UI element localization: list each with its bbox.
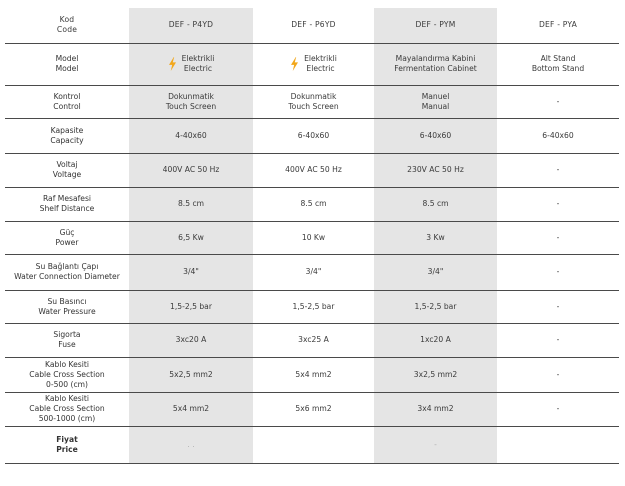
spec-value-cell [374,187,497,221]
spec-value-line: Dokunmatik [290,91,337,101]
spec-value-line: 6-40x60 [419,130,452,140]
model-code-header: DEF - PYA [497,8,619,43]
spec-row [5,323,619,357]
row-label-line: 0-500 (cm) [46,379,88,389]
spec-value-cell [129,85,253,118]
spec-value-cell [374,221,497,254]
spec-value-cell [129,221,253,254]
row-label [5,85,129,118]
spec-table [5,8,619,464]
spec-value-line: 3 Kw [426,232,445,242]
row-label [5,323,129,357]
row-label [5,392,129,426]
model-code-header: DEF - P6YD [253,8,374,43]
model-type-text [304,54,337,74]
spec-value-cell [129,392,253,426]
spec-value-cell [253,254,374,290]
row-label-line: Voltaj [56,160,78,169]
spec-row [5,426,619,463]
spec-value-line: 8.5 cm [177,199,205,208]
spec-value-line: Fermentation Cabinet [394,64,477,73]
row-label [5,221,129,254]
spec-value-cell [253,43,374,85]
spec-value-cell [374,118,497,153]
spec-value-line: 1,5-2,5 bar [292,301,335,311]
lightning-bolt-icon [168,57,177,71]
row-label-line: Control [53,101,81,111]
spec-value-line: Manuel [421,91,450,101]
spec-value-line: 8.5 cm [422,199,449,208]
spec-row [5,43,619,85]
header-label-line: Code [56,25,78,35]
row-label-line: Power [55,237,79,247]
spec-value-line: 6-40x60 [297,130,330,140]
spec-value-line: - [556,165,560,174]
row-label-line: Cable Cross Section [29,404,105,413]
row-label-line: Capacity [50,135,84,145]
row-label-line: 500-1000 (cm) [38,414,96,423]
spec-value-line: 3/4" [183,267,199,276]
spec-value-line: 5x4 mm2 [295,369,332,379]
spec-value-line: - [556,199,560,208]
spec-value-cell [129,118,253,153]
spec-value-line: - [556,335,560,344]
row-label-line: Fuse [58,340,76,349]
spec-value-cell [129,426,253,463]
row-label [5,290,129,323]
spec-value-line: 5x6 mm2 [295,404,332,413]
row-label-line: Su Basıncı [47,296,87,306]
spec-value-cell [497,290,619,323]
spec-value-cell [374,290,497,323]
spec-value-cell [129,153,253,187]
row-label-line: Kapasite [50,125,84,135]
row-label-line: Sigorta [53,330,81,339]
spec-row [5,357,619,392]
spec-value-cell [253,392,374,426]
spec-body [5,43,619,463]
spec-value-line: 3xc25 A [298,335,329,344]
spec-value-cell [497,254,619,290]
spec-value-line: Electric [306,64,335,73]
spec-value-line: 4-40x60 [175,130,207,140]
spec-value-cell [129,323,253,357]
spec-value-cell [374,153,497,187]
row-label [5,426,129,463]
model-type [290,54,337,74]
spec-value-line: 3/4" [427,267,444,276]
spec-value-cell [497,153,619,187]
row-label-line: Water Connection Diameter [14,272,120,281]
spec-value-cell [253,323,374,357]
spec-value-line: 1xc20 A [420,335,451,344]
spec-value-line: 1,5-2,5 bar [170,301,212,311]
spec-value-cell [497,392,619,426]
spec-value-cell [497,187,619,221]
spec-value-cell [497,357,619,392]
spec-row [5,118,619,153]
spec-value-line: Elektrikli [304,54,337,63]
spec-row [5,290,619,323]
spec-value-line: - [556,404,560,413]
spec-value-line: - [434,439,437,449]
spec-value-cell [374,323,497,357]
header-row [5,8,619,43]
row-label [5,118,129,153]
header-label-line: Kod [59,15,75,25]
spec-value-cell [497,426,619,463]
spec-value-line: Touch Screen [288,101,339,111]
spec-value-line: - [556,267,560,276]
spec-value-line: 5x2,5 mm2 [169,369,213,379]
lightning-bolt-icon [290,57,299,71]
spec-value-line: Manual [421,101,450,111]
spec-value-line: 6-40x60 [542,130,574,140]
spec-value-line: Bottom Stand [531,64,585,73]
row-label-line: Su Bağlantı Çapı [35,262,99,271]
spec-value-line: 230V AC 50 Hz [407,165,464,174]
spec-value-cell [497,221,619,254]
header-label-cell [5,8,129,43]
spec-value-line: 400V AC 50 Hz [162,165,220,174]
model-type [168,54,215,74]
spec-value-line: - [556,96,560,106]
spec-value-line: 6,5 Kw [178,232,204,242]
spec-row [5,392,619,426]
spec-value-cell [497,118,619,153]
spec-value-cell [374,426,497,463]
spec-value-cell [374,357,497,392]
spec-value-cell [253,85,374,118]
spec-value-line: - [556,369,560,379]
model-code-header: DEF - P4YD [129,8,253,43]
spec-value-line: - [556,301,560,311]
row-label-line: Model [55,64,79,73]
row-label-line: Model [55,54,79,63]
row-label [5,43,129,85]
spec-value-line: Alt Stand [540,54,576,63]
row-label [5,187,129,221]
row-label-line: Cable Cross Section [29,369,105,379]
spec-value-cell [497,323,619,357]
spec-row [5,187,619,221]
row-label-line: Kablo Kesiti [45,359,89,369]
spec-value-line: 10 Kw [301,232,326,242]
spec-row [5,153,619,187]
row-label-line: Kablo Kesiti [45,394,89,403]
model-code-header: DEF - PYM [374,8,497,43]
spec-value-cell [497,85,619,118]
spec-value-cell [253,290,374,323]
spec-value-cell [129,254,253,290]
spec-value-line: 3/4" [305,267,322,276]
spec-value-line: Electric [183,64,213,73]
spec-value-line: 3x2,5 mm2 [413,369,458,379]
row-label [5,357,129,392]
spec-value-cell [129,290,253,323]
spec-value-cell [374,85,497,118]
spec-value-line: - [556,232,560,242]
row-label-line: Raf Mesafesi [42,194,92,203]
spec-value-line: 1,5-2,5 bar [414,301,457,311]
spec-value-cell [374,254,497,290]
spec-value-line: 400V AC 50 Hz [285,165,342,174]
spec-value-line: Mayalandırma Kabini [395,54,476,63]
spec-value-line: Dokunmatik [168,91,214,101]
row-label-line: Güç [59,227,75,237]
spec-value-cell [374,392,497,426]
row-label-line: Voltage [52,170,82,179]
spec-value-cell [253,187,374,221]
spec-value-line: Elektrikli [181,54,215,63]
spec-value-line: 3x4 mm2 [417,404,454,413]
spec-row [5,85,619,118]
row-label-line: Fiyat [56,434,78,444]
spec-row [5,254,619,290]
spec-value-cell [129,187,253,221]
spec-value-line: 8.5 cm [300,199,327,208]
spec-value-cell [129,43,253,85]
spec-value-cell [253,357,374,392]
row-label-line: Water Pressure [38,306,96,316]
spec-value-cell [253,118,374,153]
spec-value-cell [129,357,253,392]
row-label-line: Price [56,444,78,454]
row-label-line: Shelf Distance [39,204,95,213]
row-label-line: Kontrol [53,91,81,101]
spec-value-line: Touch Screen [165,101,217,111]
spec-row [5,221,619,254]
row-label [5,254,129,290]
spec-value-cell [253,426,374,463]
spec-value-cell [253,221,374,254]
spec-value-line: 3xc20 A [175,335,207,344]
row-label [5,153,129,187]
model-type-text [182,54,215,74]
spec-value-line: . . [187,439,195,449]
spec-value-line: 5x4 mm2 [172,404,210,413]
spec-value-cell [253,153,374,187]
spec-value-cell [497,43,619,85]
spec-value-cell [374,43,497,85]
